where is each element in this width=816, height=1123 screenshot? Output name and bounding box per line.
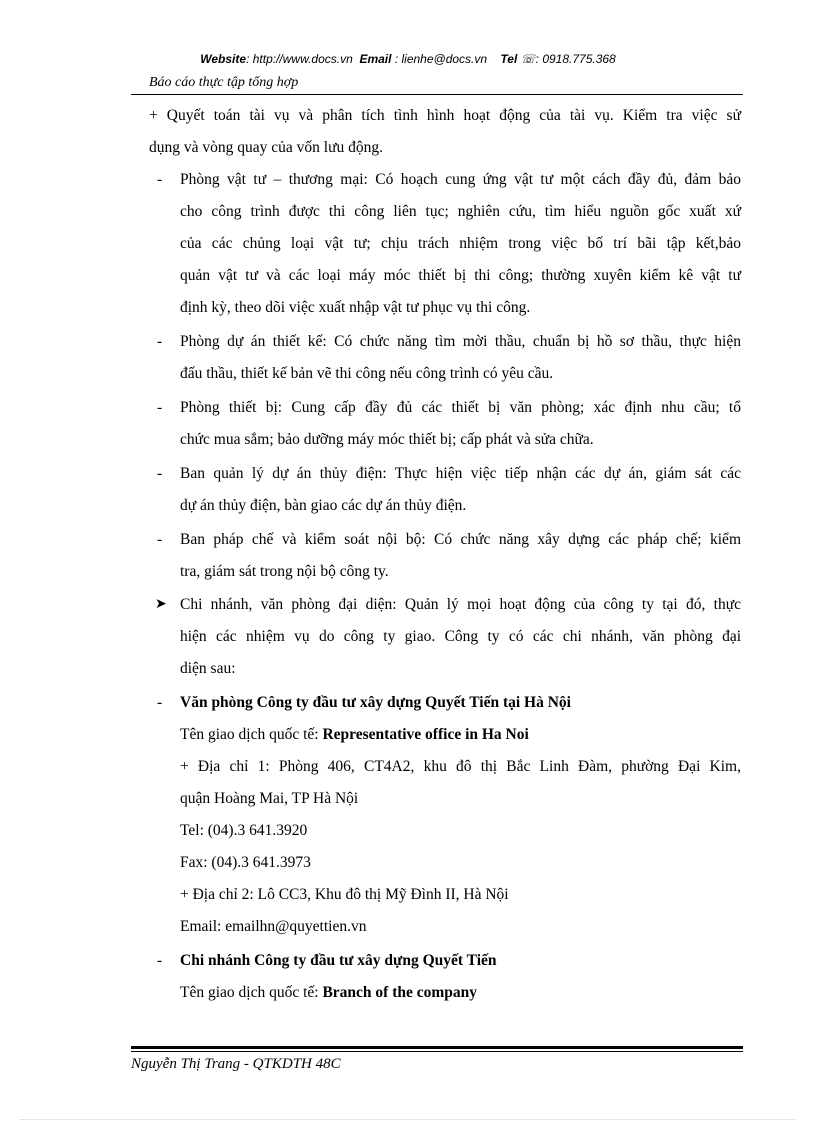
text-line: hiện các nhiệm vụ do công ty giao. Công ty có các chi nhánh, văn phòng đại — [180, 628, 741, 645]
intl-name-value: Representative office in Ha Noi — [322, 726, 529, 743]
footer-divider-thick — [131, 1046, 743, 1049]
text-line: + Địa chỉ 1: Phòng 406, CT4A2, khu đô thị Bắc Linh Đàm, phường Đại Kim, — [180, 758, 741, 775]
branch-title: Chi nhánh Công ty đầu tư xây dựng Quyết Tiến — [180, 952, 497, 969]
text-line: diện sau: — [180, 660, 236, 677]
branch-intl-name — [180, 983, 477, 1003]
text-line: Phòng thiết bị: Cung cấp đầy đủ các thiết bị văn phòng; xác định nhu cầu; tổ — [180, 399, 741, 416]
email-value[interactable]: : lienhe@docs.vn — [394, 52, 488, 66]
report-title: Báo cáo thực tập tổng hợp — [149, 75, 299, 90]
text-line: đấu thầu, thiết kế bản vẽ thi công nếu công trình có yêu cầu. — [180, 365, 554, 382]
tel-label: Tel — [500, 52, 518, 66]
footer-author: Nguyễn Thị Trang - QTKDTH 48C — [131, 1056, 341, 1072]
website-value[interactable]: : http://www.docs.vn — [246, 52, 353, 66]
dash-bullet: - — [157, 333, 163, 350]
dash-bullet: - — [157, 465, 163, 482]
text-line: quản vật tư và các loại máy móc thiết bị thi công; thường xuyên kiểm kê vật tư — [180, 267, 741, 284]
text-line: Chi nhánh, văn phòng đại diện: Quản lý mọi hoạt động của công ty tại đó, thực — [180, 596, 741, 613]
section-heading-branch — [180, 951, 497, 971]
section-heading-hanoi-office — [180, 693, 571, 713]
page-header-contact — [0, 51, 816, 67]
hanoi-tel: Tel: (04).3 641.3920 — [180, 822, 308, 839]
intl-name-label: Tên giao dịch quốc tế: — [180, 726, 323, 743]
text-line: dụng và vòng quay của vốn lưu động. — [149, 139, 383, 156]
dash-bullet: - — [157, 531, 163, 548]
dash-bullet: - — [157, 399, 163, 416]
text-line: + Quyết toán tài vụ và phân tích tình hình hoạt động của tài vụ. Kiểm tra việc sử — [149, 107, 741, 124]
tel-value: : 0918.775.368 — [535, 52, 616, 66]
header-divider — [131, 94, 743, 95]
text-line: quận Hoàng Mai, TP Hà Nội — [180, 790, 359, 807]
text-line: + Địa chỉ 2: Lô CC3, Khu đô thị Mỹ Đình II, Hà Nội — [180, 886, 509, 903]
dash-bullet: - — [157, 694, 163, 711]
text-line: tra, giám sát trong nội bộ công ty. — [180, 563, 389, 580]
website-label: Website — [200, 52, 247, 66]
arrow-bullet-icon: ➤ — [155, 597, 167, 612]
dash-bullet: - — [157, 952, 163, 969]
phone-icon: ☏ — [520, 52, 536, 66]
hanoi-office-title: Văn phòng Công ty đầu tư xây dựng Quyết Tiến tại Hà Nội — [180, 694, 571, 711]
footer-divider-thin — [131, 1051, 743, 1052]
intl-name-label: Tên giao dịch quốc tế: — [180, 984, 323, 1001]
intl-name-value: Branch of the company — [322, 984, 478, 1001]
text-line: của các chủng loại vật tư; chịu trách nhiệm trong việc bố trí bãi tập kết,bảo — [180, 235, 741, 252]
text-line: Ban quản lý dự án thủy điện: Thực hiện việc tiếp nhận các dự án, giám sát các — [180, 465, 741, 482]
text-line: cho công trình được thi công liên tục; nghiên cứu, tìm hiểu nguồn gốc xuất xứ — [180, 203, 741, 220]
text-line: Phòng vật tư – thương mại: Có hoạch cung ứng vật tư một cách đầy đủ, đảm bảo — [180, 171, 741, 188]
text-line: chức mua sắm; bảo dưỡng máy móc thiết bị; cấp phát và sửa chữa. — [180, 431, 594, 448]
hanoi-intl-name — [180, 725, 529, 745]
text-line: định kỳ, theo dõi việc xuất nhập vật tư phục vụ thi công. — [180, 299, 531, 316]
hanoi-email[interactable]: Email: emailhn@quyettien.vn — [180, 918, 367, 935]
hanoi-fax: Fax: (04).3 641.3973 — [180, 854, 311, 871]
page-bottom-edge — [20, 1119, 796, 1120]
text-line: dự án thủy điện, bàn giao các dự án thủy điện. — [180, 497, 467, 514]
text-line: Ban pháp chế và kiểm soát nội bộ: Có chức năng xây dựng các pháp chế; kiểm — [180, 531, 741, 548]
email-label: Email — [359, 52, 392, 66]
dash-bullet: - — [157, 171, 163, 188]
text-line: Phòng dự án thiết kế: Có chức năng tìm mời thầu, chuẩn bị hồ sơ thầu, thực hiện — [180, 333, 741, 350]
